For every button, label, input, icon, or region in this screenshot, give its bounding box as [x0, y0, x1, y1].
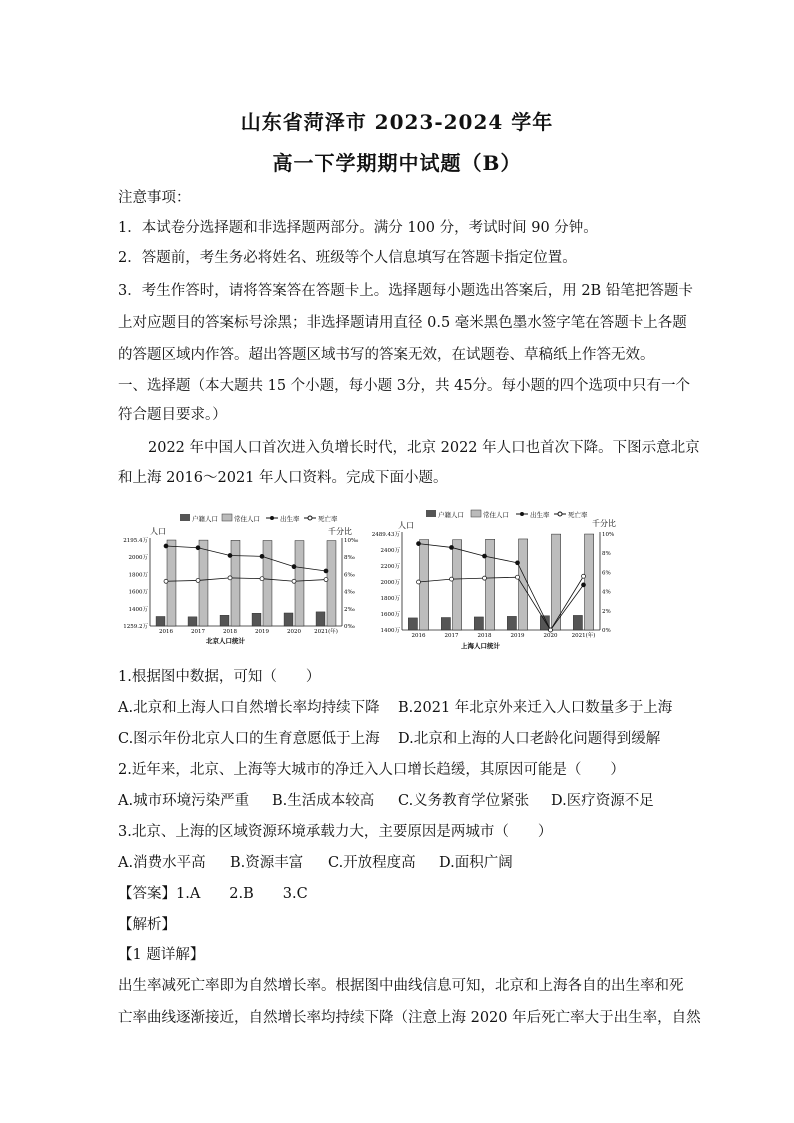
- beijing-bar-hukou: [284, 613, 293, 626]
- beijing-y2-tick-label: 0‰: [344, 624, 355, 630]
- shanghai-bar-changzhu: [420, 540, 429, 630]
- q3-option-a[interactable]: A.消费水平高: [118, 855, 206, 871]
- q1-option-d[interactable]: D.北京和上海的人口老龄化问题得到缓解: [398, 731, 661, 747]
- beijing-bar-changzhu: [167, 540, 176, 626]
- beijing-death-point: [260, 577, 264, 581]
- shanghai-death-point: [417, 580, 421, 584]
- legend-death-label: 死亡率: [568, 511, 588, 519]
- shanghai-bar-changzhu: [453, 540, 462, 630]
- shanghai-birth-point: [450, 545, 454, 549]
- shanghai-bar-changzhu: [585, 534, 594, 630]
- legend-changzhu-swatch: [471, 510, 481, 517]
- beijing-y-tick-label: 1400万: [128, 606, 148, 613]
- beijing-y-tick-label: 2195.4万: [123, 538, 148, 544]
- shanghai-category-label: 2018: [477, 633, 492, 639]
- shanghai-y2-tick-label: 2%: [602, 608, 611, 615]
- beijing-category-label: 2017: [191, 629, 205, 635]
- shanghai-bar-hukou: [573, 615, 582, 630]
- q2-option-b[interactable]: B.生活成本较高: [272, 793, 375, 809]
- shanghai-birth-point: [582, 583, 586, 587]
- legend-birth-dot: [520, 512, 524, 516]
- beijing-death-point: [196, 578, 200, 582]
- explanation-a: 出生率减死亡率即为自然增长率。根据图中曲线信息可知，北京和上海各自的出生率和死: [118, 978, 684, 994]
- q2-option-d[interactable]: D.医疗资源不足: [551, 793, 654, 809]
- paper-title: 山东省菏泽市 2023-2024 学年: [240, 110, 554, 134]
- q2-option-a[interactable]: A.城市环境污染严重: [118, 793, 250, 809]
- legend-changzhu-label: 常住人口: [483, 511, 509, 519]
- note-1: 1．本试卷分选择题和非选择题两部分。满分 100 分，考试时间 90 分钟。: [118, 220, 598, 236]
- q1-stem: 1.根据图中数据，可知（ ）: [118, 669, 321, 685]
- paper-subtitle: 高一下学期期中试题（B）: [272, 151, 522, 175]
- beijing-y2-tick-label: 6‰: [344, 572, 355, 579]
- shanghai-ylabel: 人口: [398, 521, 414, 530]
- shanghai-death-point: [582, 574, 586, 578]
- shanghai-y2-tick-label: 0%: [602, 628, 611, 634]
- legend-death-dot: [308, 516, 312, 520]
- q3-option-c[interactable]: C.开放程度高: [328, 855, 416, 871]
- beijing-chart-title: 北京人口统计: [206, 637, 245, 645]
- analysis-heading: 【解析】: [118, 917, 176, 933]
- beijing-bar-hukou: [252, 613, 261, 626]
- beijing-y-tick-label: 1259.2万: [123, 624, 148, 630]
- shanghai-death-point: [549, 628, 553, 632]
- beijing-category-label: 2019: [255, 629, 269, 635]
- q1-options-2: [118, 729, 678, 749]
- beijing-birth-point: [260, 554, 264, 558]
- shanghai-category-label: 2020: [543, 633, 558, 639]
- legend-death-dot: [558, 512, 562, 516]
- legend-birth-label: 出生率: [280, 515, 300, 523]
- beijing-birth-point: [228, 553, 232, 557]
- answer-line: 【答案】1.A 2.B 3.C: [118, 886, 308, 902]
- q3-option-d[interactable]: D.面积广阔: [439, 855, 513, 871]
- beijing-bar-hukou: [156, 616, 165, 626]
- q2-option-c[interactable]: C.义务教育学位紧张: [398, 793, 530, 809]
- shanghai-category-label: 2019: [510, 633, 525, 639]
- shanghai-bar-hukou: [474, 617, 483, 630]
- shanghai-category-label: 2017: [444, 633, 459, 639]
- shanghai-y-tick-label: 2000万: [380, 580, 400, 586]
- shanghai-chart-title: 上海人口统计: [461, 642, 500, 650]
- legend-birth-label: 出生率: [530, 511, 550, 519]
- beijing-y2-tick-label: 8‰: [344, 555, 355, 562]
- beijing-category-label: 2018: [223, 629, 237, 635]
- beijing-y2-tick-label: 4‰: [344, 589, 355, 596]
- notes-heading: 注意事项：: [118, 190, 191, 206]
- passage-b: 和上海 2016～2021 年人口资料。完成下面小题。: [118, 470, 448, 486]
- shanghai-y-tick-label: 1600万: [380, 612, 400, 618]
- shanghai-bar-changzhu: [486, 539, 495, 630]
- shanghai-y2-tick-label: 10%: [602, 532, 615, 538]
- shanghai-y2-tick-label: 6%: [602, 570, 611, 577]
- shanghai-chart-svg: [368, 504, 624, 654]
- section-heading-a: 一、选择题（本大题共 15 个小题，每小题 3分，共 45分。每小题的四个选项中只有一个: [118, 378, 691, 394]
- beijing-category-label: 2021(年): [314, 629, 338, 635]
- beijing-y-tick-label: 1600万: [128, 589, 148, 596]
- beijing-bar-changzhu: [263, 540, 272, 626]
- shanghai-category-label: 2021(年): [571, 633, 596, 639]
- legend-changzhu-label: 常住人口: [234, 515, 260, 523]
- q3-stem: 3.北京、上海的区域资源环境承载力大，主要原因是两城市（ ）: [118, 824, 553, 840]
- beijing-chart-svg: [123, 508, 368, 648]
- note-3b: 上对应题目的答案标号涂黑；非选择题请用直径 0.5 毫米黑色墨水签字笔在答题卡上各题: [118, 315, 687, 331]
- shanghai-bar-changzhu: [519, 539, 528, 630]
- shanghai-population-chart: [368, 504, 624, 658]
- beijing-bar-changzhu: [327, 541, 336, 626]
- shanghai-birth-point: [483, 554, 487, 558]
- beijing-bar-changzhu: [295, 541, 304, 626]
- beijing-y2label: 千分比: [328, 527, 352, 536]
- passage-a: 2022 年中国人口首次进入负增长时代，北京 2022 年人口也首次下降。下图示意北京: [148, 440, 700, 456]
- q3-option-b[interactable]: B.资源丰富: [230, 855, 304, 871]
- legend-hukou-label: 户籍人口: [438, 511, 464, 519]
- shanghai-death-point: [483, 576, 487, 580]
- shanghai-y2label: 千分比: [592, 519, 616, 528]
- section-heading-b: 符合题目要求。）: [118, 407, 227, 423]
- beijing-bar-hukou: [188, 617, 197, 626]
- shanghai-y-tick-label: 2400万: [380, 548, 400, 554]
- shanghai-birth-point: [516, 561, 520, 565]
- legend-changzhu-swatch: [222, 514, 232, 521]
- beijing-category-label: 2016: [159, 629, 173, 635]
- explanation-b: 亡率曲线逐渐接近，自然增长率均持续下降（注意上海 2020 年后死亡率大于出生率，自然: [118, 1010, 701, 1026]
- beijing-birth-point: [196, 546, 200, 550]
- q1-option-b[interactable]: B.2021 年北京外来迁入人口数量多于上海: [398, 700, 673, 716]
- beijing-bar-changzhu: [231, 540, 240, 626]
- beijing-y-tick-label: 2000万: [128, 555, 148, 562]
- shanghai-bar-hukou: [408, 618, 417, 630]
- beijing-bar-hukou: [220, 615, 229, 626]
- beijing-bar-hukou: [316, 612, 325, 626]
- detail-1-heading: 【1 题详解】: [118, 947, 205, 963]
- legend-birth-dot: [270, 516, 274, 520]
- shanghai-bar-hukou: [441, 617, 450, 630]
- beijing-death-point: [324, 578, 328, 582]
- beijing-population-chart: [123, 508, 368, 652]
- beijing-y2-tick-label: 10‰: [344, 538, 359, 544]
- beijing-death-point: [292, 579, 296, 583]
- shanghai-death-point: [516, 575, 520, 579]
- legend-hukou-swatch: [180, 514, 190, 521]
- shanghai-y-tick-label: 1400万: [380, 628, 400, 634]
- shanghai-y-tick-label: 2489.43万: [371, 532, 400, 538]
- legend-death-label: 死亡率: [318, 515, 338, 523]
- q1-option-a[interactable]: A.北京和上海人口自然增长率均持续下降: [118, 700, 380, 716]
- legend-hukou-swatch: [426, 510, 436, 517]
- q1-option-c[interactable]: C.图示年份北京人口的生育意愿低于上海: [118, 731, 380, 747]
- shanghai-y2-tick-label: 8%: [602, 551, 611, 558]
- shanghai-y2-tick-label: 4%: [602, 589, 611, 596]
- shanghai-category-label: 2016: [411, 633, 426, 639]
- shanghai-bar-hukou: [507, 616, 516, 630]
- note-2: 2．答题前，考生务必将姓名、班级等个人信息填写在答题卡指定位置。: [118, 250, 577, 266]
- beijing-y-tick-label: 1800万: [128, 572, 148, 579]
- beijing-y2-tick-label: 2‰: [344, 606, 355, 613]
- q2-options: [118, 791, 678, 811]
- shanghai-death-point: [450, 577, 454, 581]
- beijing-category-label: 2020: [287, 629, 301, 635]
- shanghai-birth-point: [417, 542, 421, 546]
- beijing-death-point: [228, 576, 232, 580]
- legend-hukou-label: 户籍人口: [192, 515, 218, 523]
- shanghai-y-tick-label: 2200万: [380, 564, 400, 570]
- beijing-birth-point: [324, 569, 328, 573]
- note-3a: 3．考生作答时，请将答案答在答题卡上。选择题每小题选出答案后，用 2B 铅笔把答题卡: [118, 283, 693, 299]
- beijing-bar-changzhu: [199, 540, 208, 626]
- shanghai-y-tick-label: 1800万: [380, 596, 400, 602]
- q2-stem: 2.近年来，北京、上海等大城市的净迁入人口增长趋缓，其原因可能是（ ）: [118, 762, 625, 778]
- beijing-death-point: [164, 579, 168, 583]
- q1-options: [118, 698, 678, 718]
- beijing-ylabel: 人口: [150, 527, 166, 536]
- note-3c: 的答题区域内作答。超出答题区域书写的答案无效，在试题卷、草稿纸上作答无效。: [118, 347, 655, 363]
- q3-options: [118, 853, 678, 873]
- beijing-birth-point: [292, 565, 296, 569]
- beijing-birth-point: [164, 544, 168, 548]
